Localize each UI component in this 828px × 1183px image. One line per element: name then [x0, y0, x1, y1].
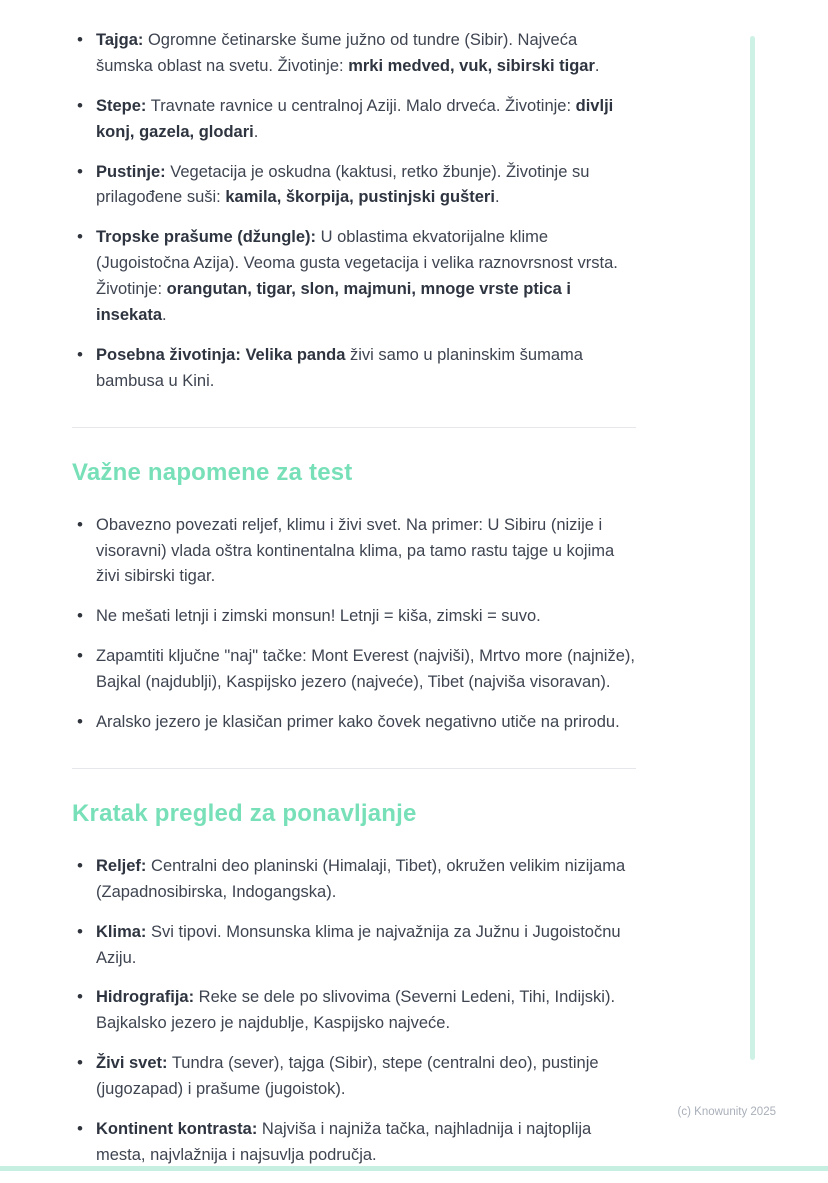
- list-item: [72, 1117, 636, 1169]
- body-text: Ne mešati letnji i zimski monsun! Letnji = kiša, zimski = suvo.: [96, 607, 541, 626]
- bold-text: Reljef:: [96, 856, 147, 875]
- bold-text: Klima:: [96, 922, 147, 941]
- list-item: [72, 160, 636, 212]
- body-text: Svi tipovi. Monsunska klima je najvažnija za Južnu i Jugoistočnu Aziju.: [96, 922, 621, 967]
- section-heading: Kratak pregled za ponavljanje: [72, 799, 417, 827]
- body-text: Vegetacija je oskudna (kaktusi, retko žbunje). Životinje su prilagođene suši:: [96, 162, 590, 207]
- bottom-accent-strip: [0, 1166, 828, 1171]
- bullet-list: [72, 28, 636, 395]
- footer-credit: (c) Knowunity 2025: [677, 1106, 776, 1118]
- list-item: [72, 644, 636, 696]
- body-text: U oblastima ekvatorijalne klime (Jugoistočna Azija). Veoma gusta vegetacija i velika raznovrsnost vrsta. Životinje:: [96, 228, 618, 299]
- body-text: Aralsko jezero je klasičan primer kako čovek negativno utiče na prirodu.: [96, 713, 620, 732]
- body-text: Centralni deo planinski (Himalaji, Tibet), okružen velikim nizijama (Zapadnosibirska, Indogangska).: [96, 856, 626, 901]
- bold-text: Tajga:: [96, 31, 144, 49]
- bold-text: divlji konj, gazela, glodari: [96, 96, 614, 141]
- list-item: [72, 343, 636, 395]
- body-text: .: [494, 188, 500, 207]
- list-item: [72, 985, 636, 1037]
- body-text: .: [162, 306, 167, 325]
- body-text: živi samo u planinskim šumama bambusa u Kini.: [96, 345, 583, 390]
- bold-text: Posebna životinja: Velika panda: [96, 345, 346, 364]
- bold-text: mrki medved, vuk, sibirski tigar: [348, 56, 595, 75]
- body-text: .: [253, 122, 259, 141]
- bold-text: Živi svet:: [96, 1054, 168, 1073]
- body-text: Ogromne četinarske šume južno od tundre (Sibir). Najveća šumska oblast na svetu. Životinje:: [96, 31, 578, 75]
- body-text: Obavezno povezati reljef, klimu i živi svet. Na primer: U Sibiru (nizije i visoravni) vlada oštra kontinentalna klima, pa tamo rastu tajge u kojima živi sibirski tigar.: [96, 515, 615, 586]
- body-text: Tundra (sever), tajga (Sibir), stepe (centralni deo), pustinje (jugozapad) i prašume (jugoistok).: [96, 1054, 599, 1099]
- bold-text: Tropske prašume (džungle):: [96, 228, 317, 247]
- bullet-list: [72, 854, 636, 1169]
- list-item: [72, 1051, 636, 1103]
- bold-text: Kontinent kontrasta:: [96, 1120, 258, 1139]
- bold-text: Pustinje:: [96, 162, 166, 181]
- list-item: [72, 94, 636, 146]
- list-item: [72, 225, 636, 329]
- section-divider: [72, 427, 636, 428]
- section-divider: [72, 768, 636, 769]
- bold-text: Stepe:: [96, 96, 147, 115]
- document-content: [72, 28, 636, 1183]
- section-heading: Važne napomene za test: [72, 458, 353, 486]
- right-accent-line: [750, 36, 755, 1060]
- list-item: [72, 28, 636, 80]
- body-text: .: [594, 56, 600, 75]
- bold-text: Hidrografija:: [96, 988, 195, 1007]
- bold-text: kamila, škorpija, pustinjski gušteri: [225, 188, 495, 207]
- list-item: [72, 604, 636, 630]
- body-text: Najviša i najniža tačka, najhladnija i najtoplija mesta, najvlažnija i najsuvlja područja.: [96, 1120, 592, 1164]
- list-item: [72, 710, 636, 736]
- bold-text: orangutan, tigar, slon, majmuni, mnoge vrste ptica i insekata: [96, 280, 571, 325]
- bullet-list: [72, 513, 636, 736]
- body-text: Zapamtiti ključne "naj" tačke: Mont Everest (najviši), Mrtvo more (najniže), Bajkal (najdublji), Kaspijsko jezero (najveće), Tibet (najviša visoravan).: [96, 647, 635, 692]
- list-item: [72, 854, 636, 906]
- list-item: [72, 920, 636, 972]
- body-text: Reke se dele po slivovima (Severni Ledeni, Tihi, Indijski). Bajkalsko jezero je najdublje, Kaspijsko najveće.: [96, 988, 616, 1033]
- body-text: Travnate ravnice u centralnoj Aziji. Malo drveća. Životinje:: [146, 96, 576, 115]
- list-item: [72, 513, 636, 591]
